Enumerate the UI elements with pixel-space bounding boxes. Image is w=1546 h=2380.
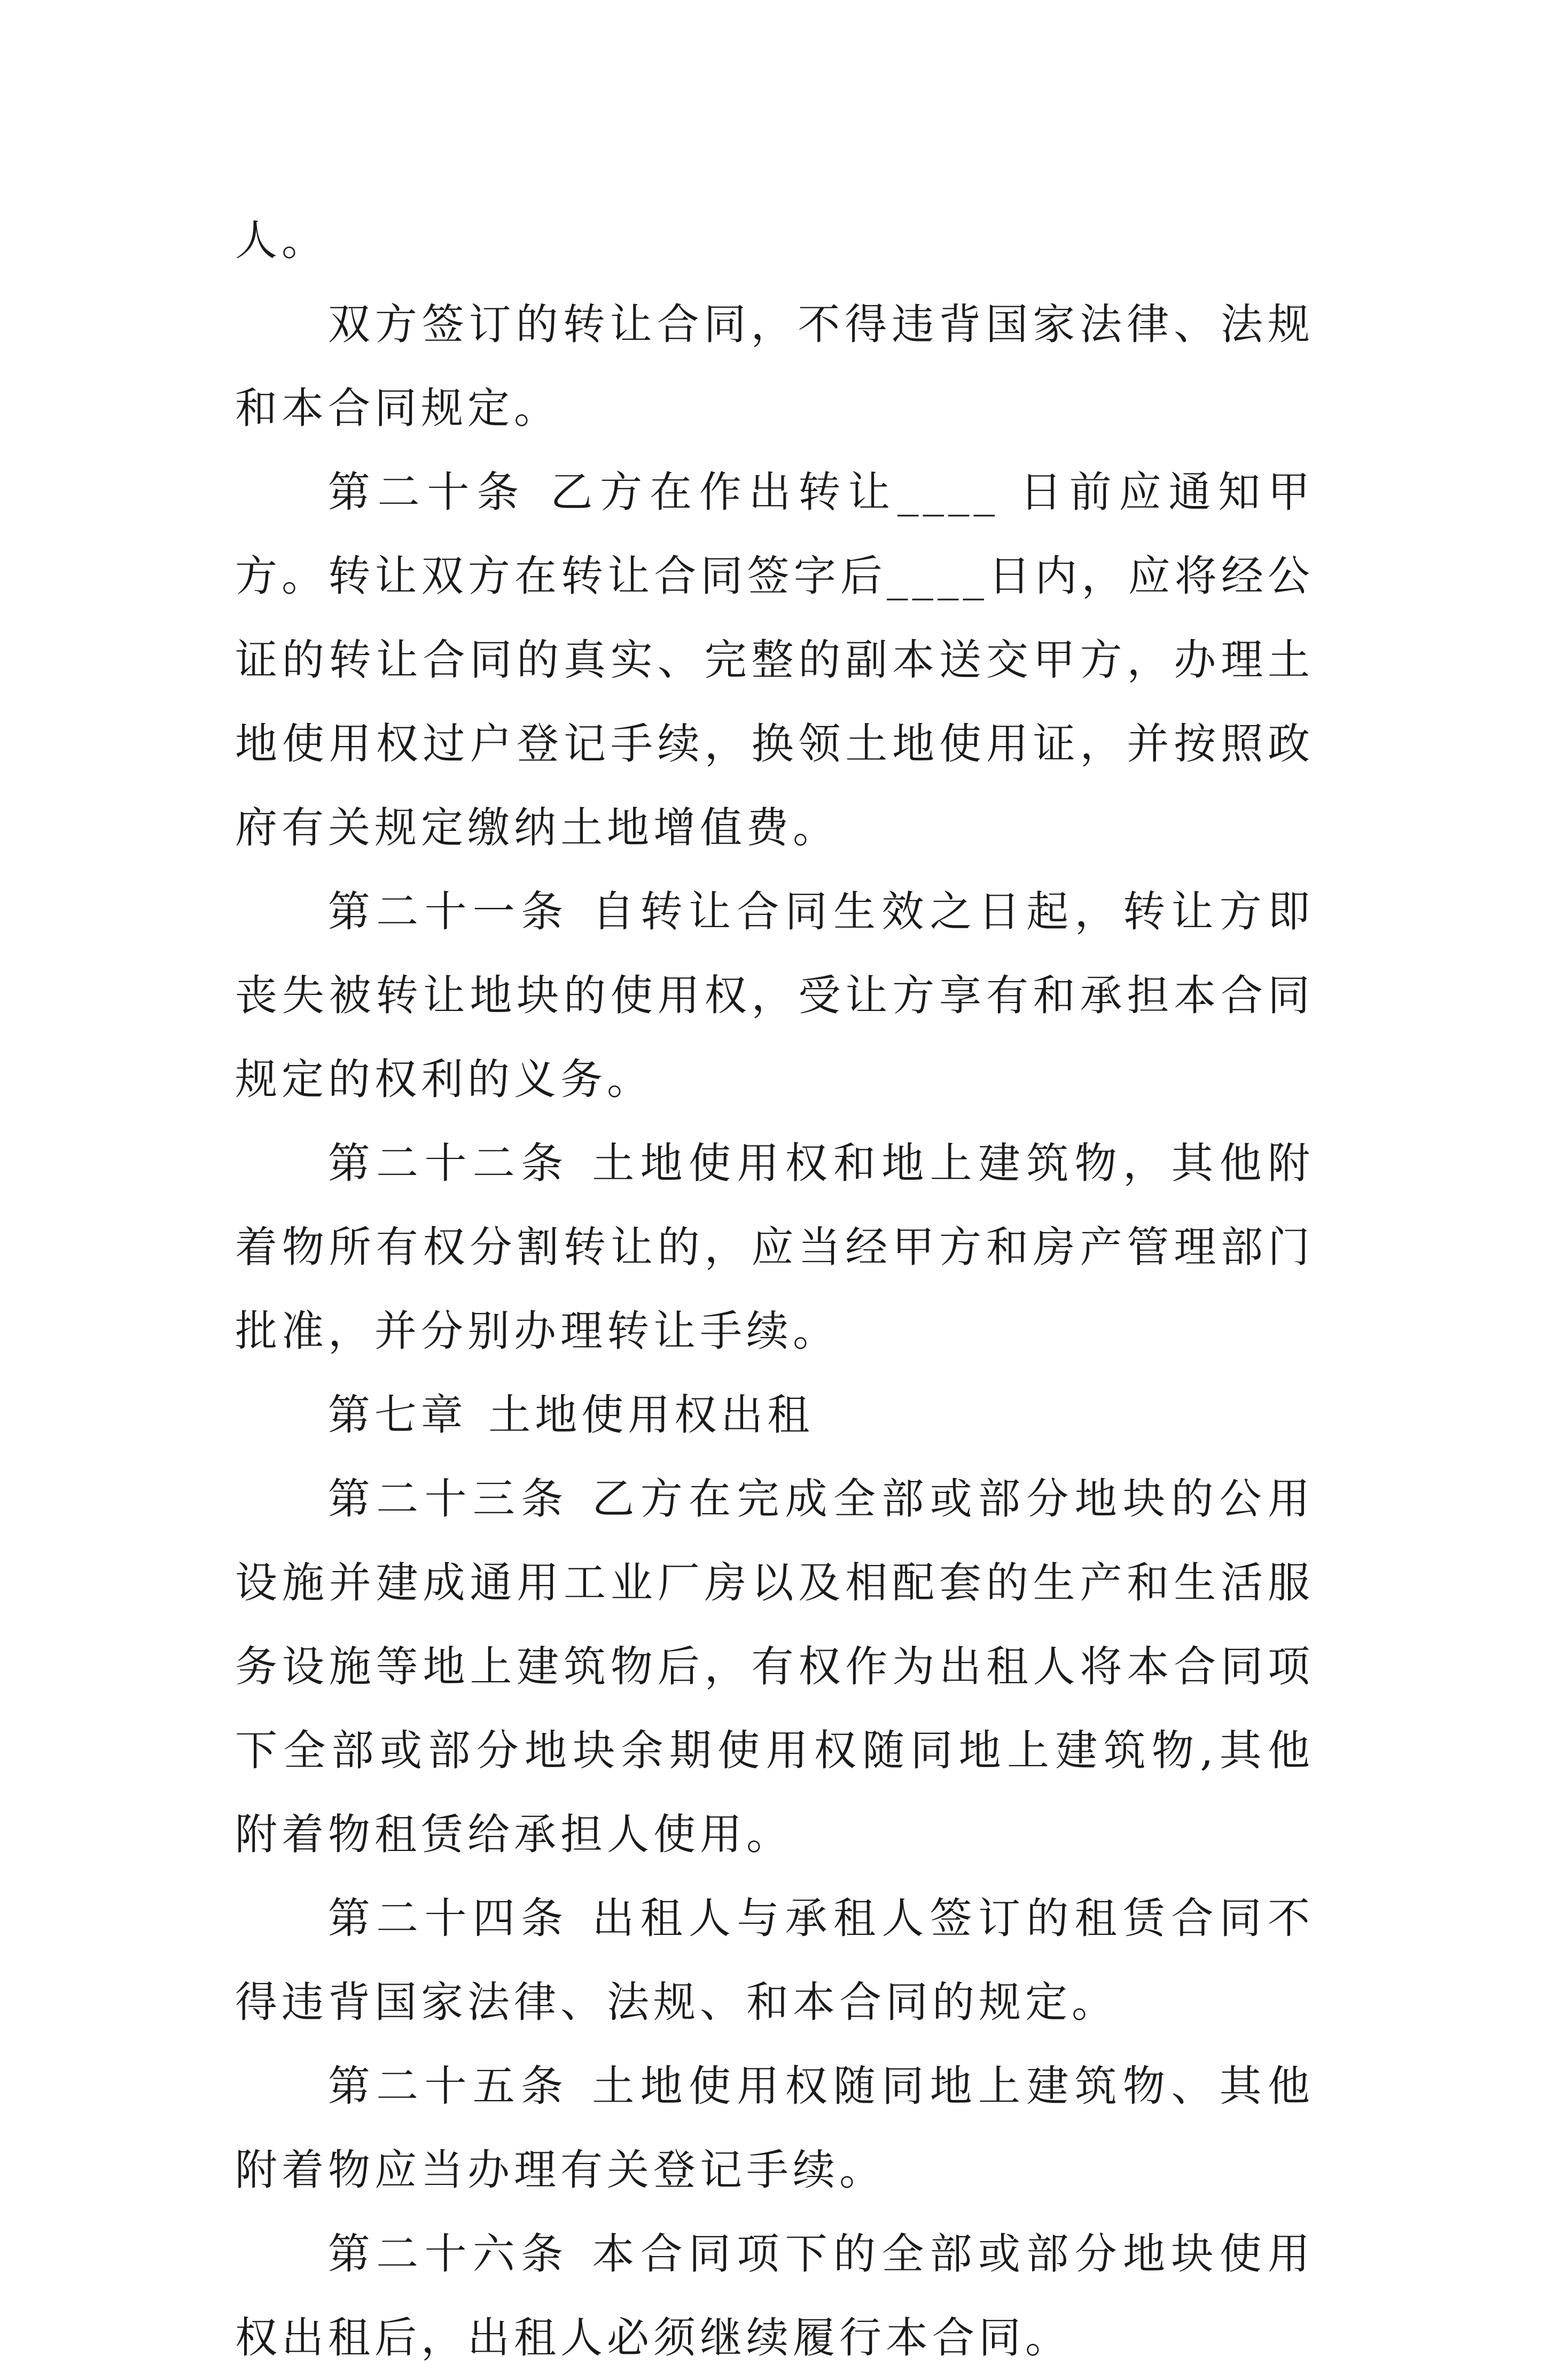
article-heading: 第二十条 bbox=[327, 468, 527, 517]
paragraph-text: 人。 bbox=[235, 216, 328, 265]
article-21 bbox=[235, 870, 1314, 1122]
article-text: 乙方在作出转让____ 日前应通知甲方。转让双方在转让合同签字后____日内，应将经公证的转让合同的真实、完整的副本送交甲方，办理土地使用权过户登记手续，换领土地使用证，并按照政府有关规定缴纳土地增值费。 bbox=[235, 468, 1314, 852]
chapter-7-title bbox=[235, 1373, 1314, 1457]
chapter-heading: 第七章 bbox=[327, 1390, 467, 1440]
article-text: 乙方在完成全部或部分地块的公用设施并建成通用工业厂房以及相配套的生产和生活服务设施等地上建筑物后，有权作为出租人将本合同项下全部或部分地块余期使用权随同地上建筑物,其他附着物租赁给承担人使用。 bbox=[235, 1474, 1315, 1859]
article-22 bbox=[235, 1122, 1314, 1373]
paragraph-continuation bbox=[235, 199, 1314, 283]
article-23 bbox=[235, 1457, 1314, 1877]
article-text: 土地使用权随同地上建筑物、其他附着物应当办理有关登记手续。 bbox=[235, 2062, 1315, 2195]
article-20 bbox=[235, 450, 1314, 870]
article-text: 自转让合同生效之日起，转让方即丧失被转让地块的使用权，受让方享有和承担本合同规定的权利的义务。 bbox=[235, 887, 1315, 1104]
article-heading: 第二十六条 bbox=[327, 2229, 569, 2278]
article-26 bbox=[235, 2212, 1314, 2380]
document-body bbox=[235, 199, 1314, 2380]
article-text: 土地使用权和地上建筑物，其他附着物所有权分割转让的，应当经甲方和房产管理部门批准，并分别办理转让手续。 bbox=[235, 1139, 1315, 1356]
article-heading: 第二十五条 bbox=[327, 2062, 569, 2111]
article-heading: 第二十二条 bbox=[327, 1139, 569, 1188]
article-24 bbox=[235, 1877, 1314, 2044]
article-text: 出租人与承租人签订的租赁合同不得违背国家法律、法规、和本合同的规定。 bbox=[235, 1894, 1315, 2027]
article-heading: 第二十四条 bbox=[327, 1894, 569, 1943]
paragraph bbox=[235, 283, 1314, 450]
article-text: 本合同项下的全部或部分地块使用权出租后，出租人必须继续履行本合同。 bbox=[235, 2229, 1315, 2362]
chapter-title: 土地使用权出租 bbox=[488, 1390, 814, 1440]
article-heading: 第二十一条 bbox=[327, 887, 569, 936]
article-heading: 第二十三条 bbox=[327, 1474, 569, 1523]
paragraph-text: 双方签订的转让合同，不得违背国家法律、法规和本合同规定。 bbox=[235, 300, 1314, 433]
